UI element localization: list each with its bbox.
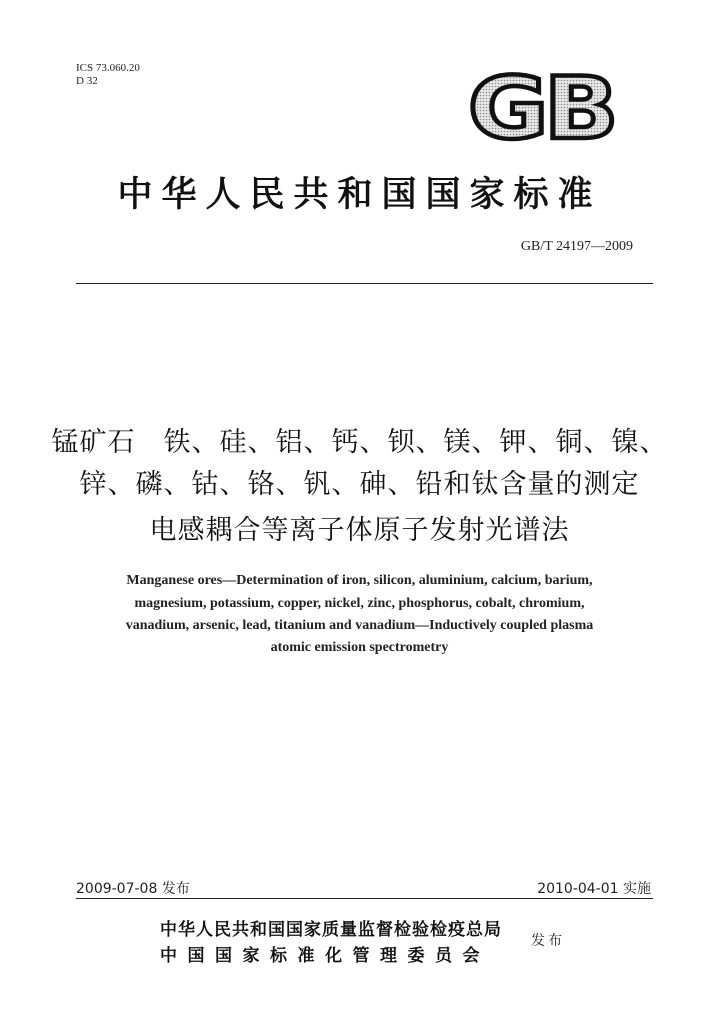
cn-title-line-3: 电感耦合等离子体原子发射光谱法 — [149, 515, 570, 546]
national-standard-title: 中华人民共和国国家标准 — [117, 174, 602, 215]
cn-title-line-2: 锌、磷、钴、铬、钒、砷、铅和钛含量的测定 — [79, 469, 640, 500]
publish-label: 发布 — [531, 933, 565, 949]
issuer-sac: 中国国家标准化管理委员会 — [160, 946, 490, 966]
implementation-date: 2010-04-01 实施 — [537, 881, 651, 897]
footer-divider — [76, 898, 653, 899]
en-title-line-2: magnesium, potassium, copper, nickel, zinc, phosphorus, cobalt, chromium, — [134, 596, 585, 611]
ics-code: ICS 73.060.20 — [76, 62, 140, 74]
issuer-aqsiq: 中华人民共和国国家质量监督检验检疫总局 — [160, 920, 502, 940]
en-title-line-4: atomic emission spectrometry — [270, 640, 449, 655]
en-title-line-1: Manganese ores—Determination of iron, silicon, aluminium, calcium, barium, — [126, 573, 593, 588]
standard-number: GB/T 24197—2009 — [520, 239, 633, 254]
gb-logo-text: GB — [468, 67, 614, 147]
cn-title-line-1: 锰矿石 铁、硅、铝、钙、钡、镁、钾、铜、镍、 — [51, 427, 668, 458]
ccs-code: D 32 — [76, 75, 98, 87]
header-divider — [76, 283, 653, 284]
gb-logo — [467, 67, 615, 147]
classification-codes — [76, 62, 140, 88]
issue-date: 2009-07-08 发布 — [76, 881, 190, 897]
en-title-line-3: vanadium, arsenic, lead, titanium and vanadium—Inductively coupled plasma — [125, 618, 594, 633]
